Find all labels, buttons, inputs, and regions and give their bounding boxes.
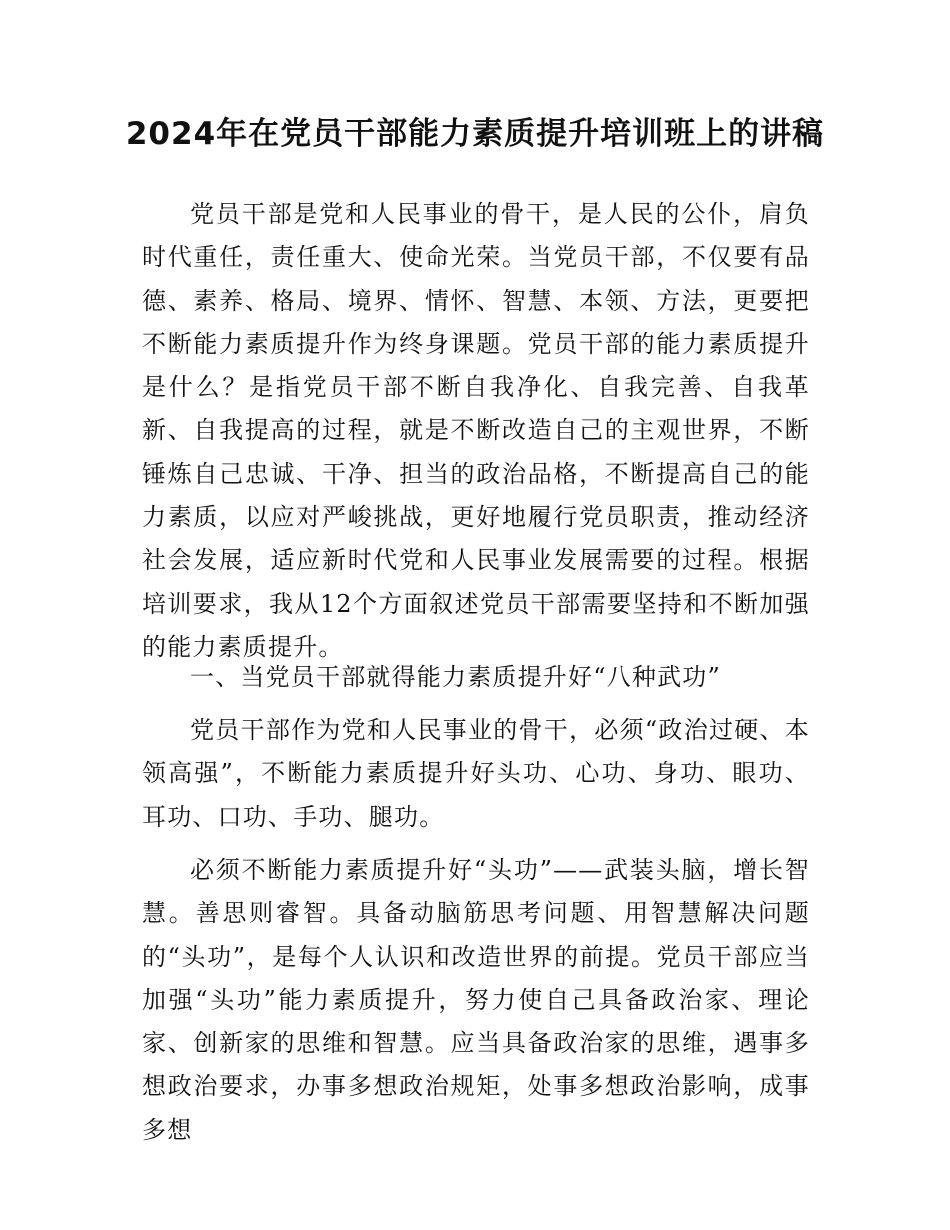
section-heading-1: 一、当党员干部就得能力素质提升好“八种武功” bbox=[190, 663, 721, 691]
intro-paragraph: 党员干部是党和人民事业的骨干，是人民的公仆，肩负时代重任，责任重大、使命光荣。当党员干部，不仅要有品德、素养、格局、境界、情怀、智慧、本领、方法，更要把不断能力素质提升作为终身课题。党员干部的能力素质提升是什么？是指党员干部不断自我净化、自我完善、自我革新、自我提高的过程，就是不断改造自己的主观世界，不断锤炼自己忠诚、干净、担当的政治品格，不断提高自己的能力素质，以应对严峻挑战，更好地履行党员职责，推动经济社会发展，适应新时代党和人民事业发展需要的过程。根据培训要求，我从12个方面叙述党员干部需要坚持和不断加强的能力素质提升。 bbox=[142, 200, 810, 661]
document-title: 2024年在党员干部能力素质提升培训班上的讲稿 bbox=[125, 116, 825, 152]
section-1-paragraph-2: 必须不断能力素质提升好“头功”——武装头脑，增长智慧。善思则睿智。具备动脑筋思考问题、用智慧解决问题的“头功”，是每个人认识和改造世界的前提。党员干部应当加强“头功”能力素质提升，努力使自己具备政治家、理论家、创新家的思维和智慧。应当具备政治家的思维，遇事多想政治要求，办事多想政治规矩，处事多想政治影响，成事多想 bbox=[142, 856, 810, 1144]
section-1-paragraph-1: 党员干部作为党和人民事业的骨干，必须“政治过硬、本领高强”，不断能力素质提升好头功、心功、身功、眼功、耳功、口功、手功、腿功。 bbox=[142, 716, 810, 831]
